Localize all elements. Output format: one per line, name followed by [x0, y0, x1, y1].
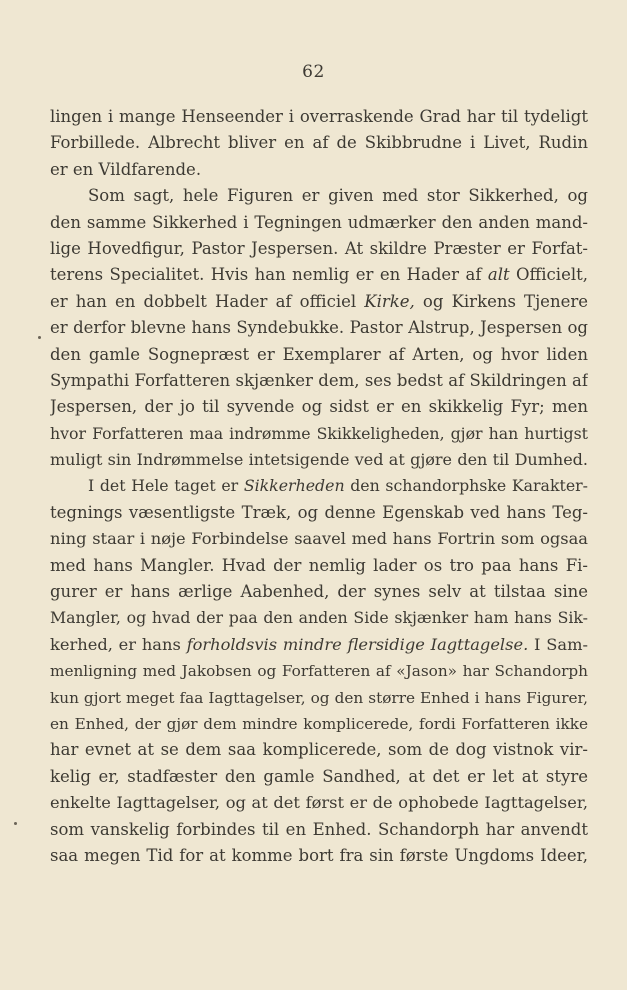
italic-emphasis: alt [487, 265, 510, 285]
text-line: Forbillede. Albrecht bliver en af de Skibbrudne i Livet, Rudin [50, 133, 588, 153]
text-line: kelig er, stadfæster den gamle Sandhed, at det er let at styre [50, 766, 588, 786]
text-line: terens Specialitet. Hvis han nemlig er en Hader af alt Officielt, [50, 265, 588, 285]
text-line: Sympathi Forfatteren skjænker dem, ses bedst af Skildringen af [50, 370, 588, 390]
text-line: er han en dobbelt Hader af officiel Kirke, og Kirkens Tjenere [50, 291, 588, 311]
text-line: gurer er hans ærlige Aabenhed, der synes selv at tilstaa sine [50, 582, 588, 602]
text-line: er derfor blevne hans Syndebukke. Pastor Alstrup, Jespersen og [50, 318, 588, 338]
italic-emphasis: forholdsvis mindre flersidige Iagttagelse. [186, 634, 529, 654]
text-line: enkelte Iagttagelser, og at det først er de ophobede Iagttagelser, [50, 793, 588, 813]
margin-speck [14, 822, 17, 825]
text-line: den gamle Sognepræst er Exemplarer af Arten, og hvor liden [50, 344, 588, 364]
text-line: tegnings væsentligste Træk, og denne Egenskab ved hans Teg- [50, 502, 588, 522]
text-line: kun gjort meget faa Iagttagelser, og den større Enhed i hans Figurer, [50, 688, 588, 707]
text-line: har evnet at se dem saa komplicerede, som de dog vistnok vir- [50, 740, 588, 760]
text-line: den samme Sikkerhed i Tegningen udmærker den anden mand- [50, 212, 588, 232]
text-line: som vanskelig forbindes til en Enhed. Schandorph har anvendt [50, 819, 588, 839]
text-line: Som sagt, hele Figuren er given med stor Sikkerhed, og [88, 186, 588, 206]
text-line: lige Hovedfigur, Pastor Jespersen. At skildre Præster er Forfat- [50, 238, 588, 258]
text-line: hvor Forfatteren maa indrømme Skikkeligheden, gjør han hurtigst [50, 423, 588, 443]
italic-emphasis: Sikkerheden [243, 476, 345, 496]
margin-speck [38, 336, 41, 339]
text-line: Jespersen, der jo til syvende og sidst er en skikkelig Fyr; men [50, 397, 588, 417]
text-line: en Enhed, der gjør dem mindre komplicerede, fordi Forfatteren ikke [50, 714, 588, 733]
text-line: med hans Mangler. Hvad der nemlig lader os tro paa hans Fi- [50, 555, 588, 575]
text-line: muligt sin Indrømmelse intetsigende ved at gjøre den til Dumhed. [50, 450, 588, 470]
text-line: kerhed, er hans forholdsvis mindre flersidige Iagttagelse. I Sam- [50, 634, 588, 654]
text-line: ning staar i nøje Forbindelse saavel med hans Fortrin som ogsaa [50, 529, 588, 549]
body-text [50, 104, 588, 869]
text-line: menligning med Jakobsen og Forfatteren af «Jason» har Schandorph [50, 662, 588, 681]
text-line: lingen i mange Henseender i overraskende Grad har til tydeligt [50, 107, 588, 126]
text-line: Mangler, og hvad der paa den anden Side skjænker ham hans Sik- [50, 608, 588, 628]
text-line: saa megen Tid for at komme bort fra sin første Ungdoms Ideer, [50, 845, 588, 865]
text-line: I det Hele taget er Sikkerheden den schandorphske Karakter- [88, 476, 588, 496]
italic-emphasis: Kirke, [364, 291, 415, 311]
page-number: 62 [302, 62, 325, 82]
text-line: er en Vildfarende. [50, 159, 202, 179]
